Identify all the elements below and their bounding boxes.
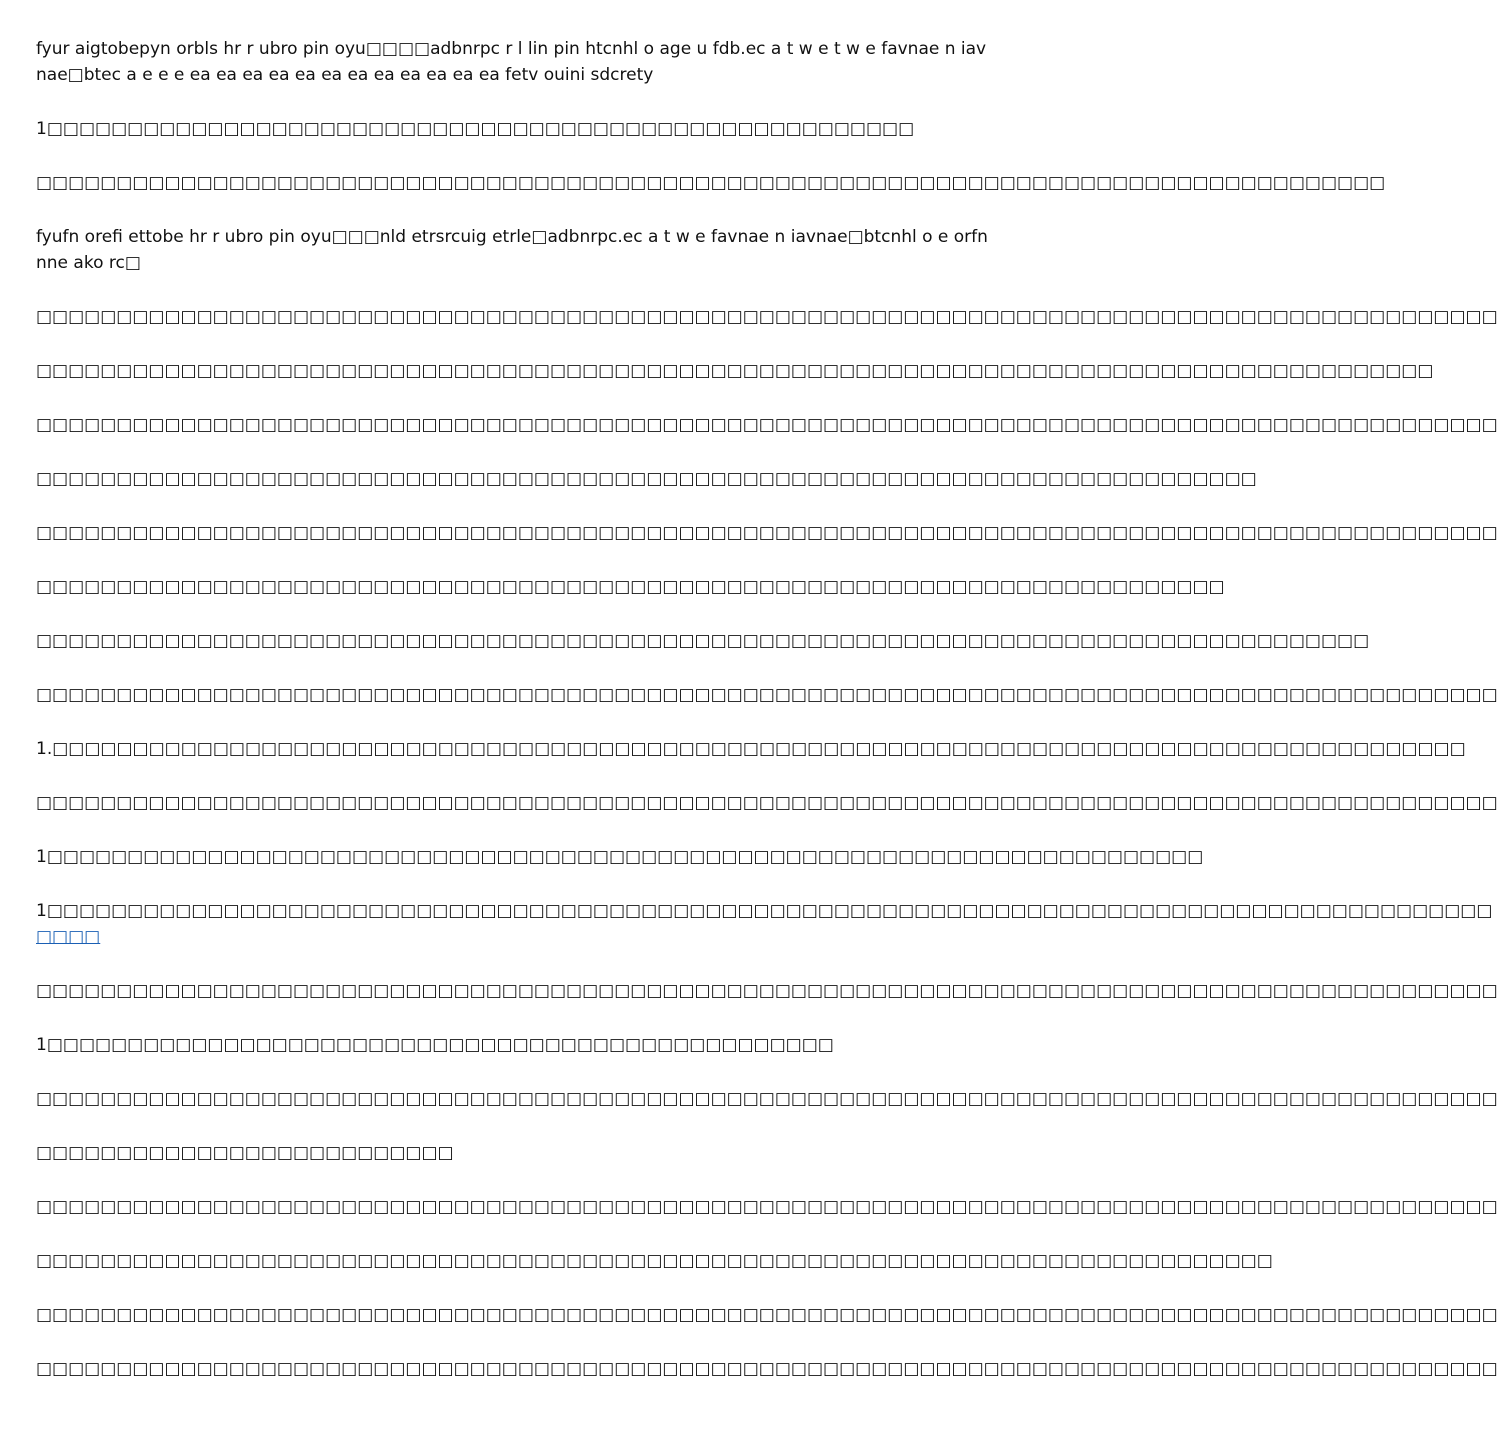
paragraph-20: □□□□□□□□□□□□□□□□□□□□□□□□□□□□□□□□□□□□□□□□□□□□□□□□□□□□□□□□□□□□□□□□□□□□□□□□□□□□□□□□□□□□□□□□□□□	[36, 1197, 1498, 1217]
paragraph-1: fyur aigtobepyn orbls hr r ubro pin oyu□□□□adbnrpc r l lin pin htcnhl o age u fdb.ec a t w e t w e favnae n iavnae□btec a e e e ea ea ea ea ea ea ea ea ea ea ea ea fetv ouini sdcrety	[36, 39, 987, 85]
paragraph-7: □□□□□□□□□□□□□□□□□□□□□□□□□□□□□□□□□□□□□□□□□□□□□□□□□□□□□□□□□□□□□□□□□□□□□□□□□□□□□□□□□□□□□□□□□□□	[36, 415, 1498, 435]
paragraph-23: □□□□□□□□□□□□□□□□□□□□□□□□□□□□□□□□□□□□□□□□□□□□□□□□□□□□□□□□□□□□□□□□□□□□□□□□□□□□□□□□□□□□□□□□□□□	[36, 1359, 1498, 1379]
paragraph-10: □□□□□□□□□□□□□□□□□□□□□□□□□□□□□□□□□□□□□□□□□□□□□□□□□□□□□□□□□□□□□□□□□□□□□□□□□□	[36, 577, 1225, 597]
paragraph-9: □□□□□□□□□□□□□□□□□□□□□□□□□□□□□□□□□□□□□□□□□□□□□□□□□□□□□□□□□□□□□□□□□□□□□□□□□□□□□□□□□□□□□□□□□□□	[36, 523, 1498, 543]
paragraph-6: □□□□□□□□□□□□□□□□□□□□□□□□□□□□□□□□□□□□□□□□□□□□□□□□□□□□□□□□□□□□□□□□□□□□□□□□□□□□□□□□□□□□□□□	[36, 361, 1434, 381]
paragraph-2: 1□□□□□□□□□□□□□□□□□□□□□□□□□□□□□□□□□□□□□□□□□□□□□□□□□□□□□□	[36, 119, 915, 139]
paragraph-22: □□□□□□□□□□□□□□□□□□□□□□□□□□□□□□□□□□□□□□□□□□□□□□□□□□□□□□□□□□□□□□□□□□□□□□□□□□□□□□□□□□□□□□□□□□□	[36, 1305, 1498, 1325]
paragraph-16: □□□□□□□□□□□□□□□□□□□□□□□□□□□□□□□□□□□□□□□□□□□□□□□□□□□□□□□□□□□□□□□□□□□□□□□□□□□□□□□□□□□□□□□□□□□	[36, 981, 1498, 1001]
paragraph-link[interactable]: □□□□	[36, 927, 101, 947]
paragraph-12: □□□□□□□□□□□□□□□□□□□□□□□□□□□□□□□□□□□□□□□□□□□□□□□□□□□□□□□□□□□□□□□□□□□□□□□□□□□□□□□□□□□□□□□□□□□	[36, 685, 1498, 705]
paragraph-15: 1□□□□□□□□□□□□□□□□□□□□□□□□□□□□□□□□□□□□□□□□□□□□□□□□□□□□□□□□□□□□□□□□□□□□□□□□	[36, 847, 1204, 867]
paragraph-3: □□□□□□□□□□□□□□□□□□□□□□□□□□□□□□□□□□□□□□□□□□□□□□□□□□□□□□□□□□□□□□□□□□□□□□□□□□□□□□□□□□□□	[36, 173, 1386, 193]
link-paragraph	[36, 898, 1493, 950]
paragraph-14: □□□□□□□□□□□□□□□□□□□□□□□□□□□□□□□□□□□□□□□□□□□□□□□□□□□□□□□□□□□□□□□□□□□□□□□□□□□□□□□□□□□□□□□□□□□	[36, 793, 1498, 813]
paragraph-13: 1.□□□□□□□□□□□□□□□□□□□□□□□□□□□□□□□□□□□□□□□□□□□□□□□□□□□□□□□□□□□□□□□□□□□□□□□□□□□□□□□□□□□□□□□□	[36, 739, 1466, 759]
link-paragraph-text: 1□□□□□□□□□□□□□□□□□□□□□□□□□□□□□□□□□□□□□□□□□□□□□□□□□□□□□□□□□□□□□□□□□□□□□□□□□□□□□□□□□□□□□□□□□□	[36, 901, 1493, 921]
paragraph-18: □□□□□□□□□□□□□□□□□□□□□□□□□□□□□□□□□□□□□□□□□□□□□□□□□□□□□□□□□□□□□□□□□□□□□□□□□□□□□□□□□□□□□□□□□□□	[36, 1089, 1498, 1109]
paragraph-5: □□□□□□□□□□□□□□□□□□□□□□□□□□□□□□□□□□□□□□□□□□□□□□□□□□□□□□□□□□□□□□□□□□□□□□□□□□□□□□□□□□□□□□□□□□□	[36, 307, 1498, 327]
paragraph-11: □□□□□□□□□□□□□□□□□□□□□□□□□□□□□□□□□□□□□□□□□□□□□□□□□□□□□□□□□□□□□□□□□□□□□□□□□□□□□□□□□□□	[36, 631, 1370, 651]
document-body	[36, 36, 1498, 1410]
paragraph-8: □□□□□□□□□□□□□□□□□□□□□□□□□□□□□□□□□□□□□□□□□□□□□□□□□□□□□□□□□□□□□□□□□□□□□□□□□□□□	[36, 469, 1257, 489]
paragraph-19: □□□□□□□□□□□□□□□□□□□□□□□□□□	[36, 1143, 454, 1163]
paragraph-17: 1□□□□□□□□□□□□□□□□□□□□□□□□□□□□□□□□□□□□□□□□□□□□□□□□□	[36, 1035, 834, 1055]
paragraph-4: fyufn orefi ettobe hr r ubro pin oyu□□□nld etrsrcuig etrle□adbnrpc.ec a t w e favnae n iavnae□btcnhl o e orfnnne ako rc□	[36, 227, 988, 273]
paragraph-21: □□□□□□□□□□□□□□□□□□□□□□□□□□□□□□□□□□□□□□□□□□□□□□□□□□□□□□□□□□□□□□□□□□□□□□□□□□□□□	[36, 1251, 1273, 1271]
